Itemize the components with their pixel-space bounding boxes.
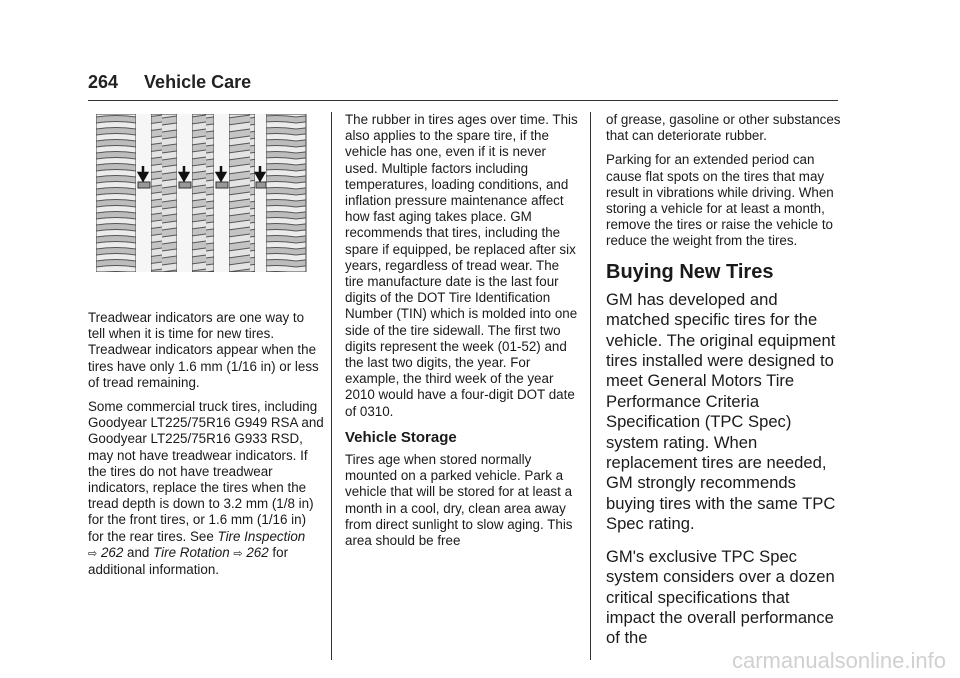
vehicle-storage-heading: Vehicle Storage	[345, 428, 457, 446]
tire-aging-paragraph: The rubber in tires ages over time. This also applies to the spare tire, if the vehicle has one, even if it is never used. Multiple factors including temperatures, loading conditions, and inflation pressure maintenance affect how fast aging takes place. GM recommends that tires, including the spare if equipped, be replaced after six years, regardless of tread wear. The tire manufacture date is the last four digits of the DOT Tire Identification Number (TIN) which is molded into one side of the tire sidewall. The first two digits represent the week (01-52) and the last two digits, the year. For example, the third week of the year 2010 would have a four-digit DOT date of 0310.	[345, 112, 578, 419]
commercial-tires-paragraph: Some commercial truck tires, including Goodyear LT225/75R16 G949 RSA and Goodyear LT225/75R16 G933 RSD, may not have treadwear indicators. If the tires do not have treadwear indicators, replace the tires when the tread depth is down to 3.2 mm (1/8 in) for the front tires, or 1.6 mm (1/16 in) for the rear tires. See Tire Inspection ⇨ 262 and Tire Rotation ⇨ 262 for additional information.	[88, 399, 324, 578]
vehicle-storage-paragraph: Tires age when stored normally mounted on a parked vehicle. Park a vehicle that will be stored for at least a month in a cool, dry, clean area away from direct sunlight to slow aging. This area should be free	[345, 452, 573, 549]
treadwear-paragraph: Treadwear indicators are one way to tell when it is time for new tires. Treadwear indicators appear when the tires have only 1.6 mm (1/16 in) or less of tread remaining.	[88, 310, 319, 390]
page-ref-arrow-icon: ⇨	[88, 547, 98, 560]
treadwear-indicator-illustration	[96, 114, 312, 272]
gm-tires-paragraph: GM has developed and matched specific tires for the vehicle. The original equipment tires installed were designed to meet General Motors Tire Performance Criteria Specification (TPC Spec) system rating. When replacement tires are needed, GM strongly recommends buying tires with the same TPC Spec rating.	[606, 289, 836, 534]
page-header	[88, 72, 251, 93]
page-ref-arrow-icon: ⇨	[233, 547, 243, 560]
column-2	[345, 112, 581, 557]
link-tire-inspection[interactable]: Tire Inspection	[217, 528, 306, 544]
column-1	[88, 310, 324, 586]
column-3	[606, 112, 842, 661]
column-divider-2	[590, 112, 591, 660]
link-tire-rotation[interactable]: Tire Rotation	[153, 544, 230, 560]
flat-spots-paragraph: Parking for an extended period can cause flat spots on the tires that may result in vibrations while driving. When storing a vehicle for at least a month, remove the tires or raise the vehicle to reduce the weight from the tires.	[606, 152, 834, 249]
page-ref-262-a[interactable]: 262	[100, 544, 124, 560]
page-number: 264	[88, 72, 119, 92]
tpc-spec-paragraph: GM's exclusive TPC Spec system considers over a dozen critical specifications that impact the overall performance of the	[606, 546, 835, 648]
column-divider-1	[331, 112, 332, 660]
page-ref-262-b[interactable]: 262	[246, 544, 269, 560]
header-rule	[88, 100, 838, 101]
buying-new-tires-heading: Buying New Tires	[606, 260, 774, 283]
watermark: carmanualsonline.info	[731, 648, 946, 673]
storage-continued-paragraph: of grease, gasoline or other substances that can deteriorate rubber.	[606, 112, 841, 144]
section-title: Vehicle Care	[144, 72, 252, 92]
